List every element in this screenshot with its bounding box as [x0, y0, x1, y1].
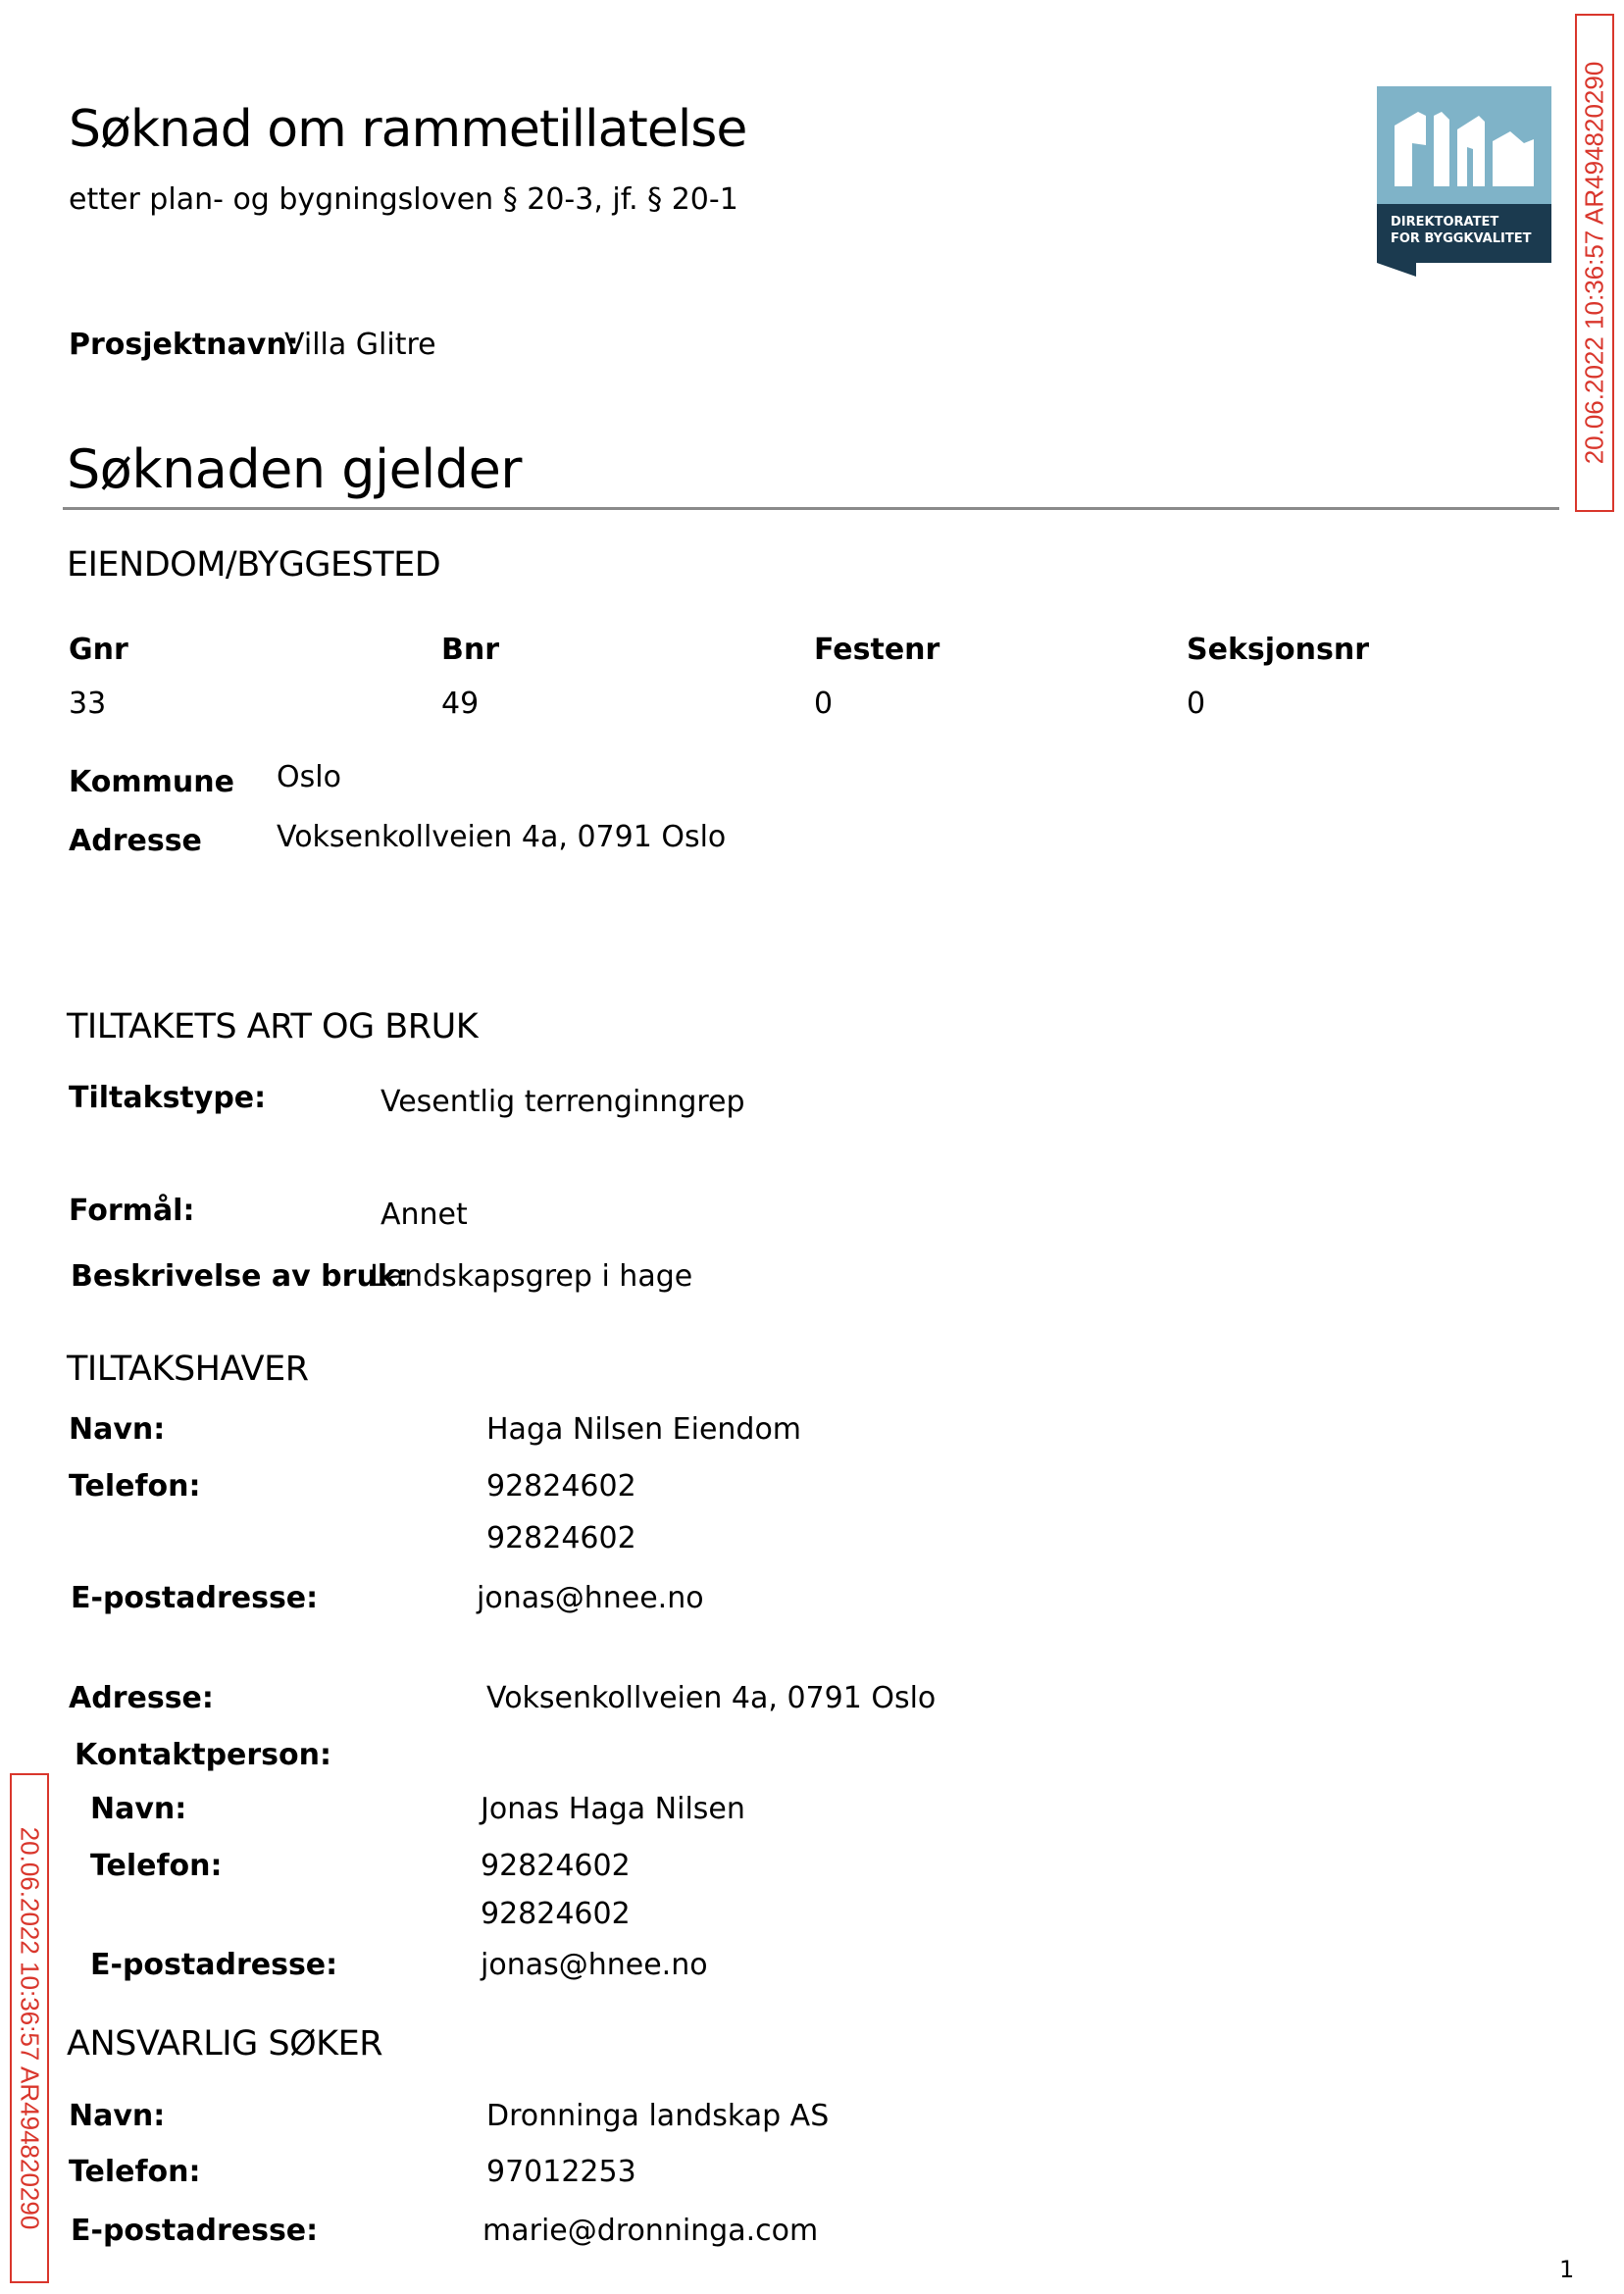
kommune-value: Oslo — [277, 760, 341, 794]
tiltakstype-value: Vesentlig terrenginngrep — [381, 1085, 745, 1119]
seksjonsnr-label: Seksjonsnr — [1187, 633, 1370, 667]
formal-value: Annet — [381, 1198, 468, 1232]
tiltakshaver-navn-value: Haga Nilsen Eiendom — [486, 1412, 802, 1447]
kontakt-navn-value: Jonas Haga Nilsen — [481, 1792, 745, 1826]
stamp-text: 20.06.2022 10:36:57 AR494820290 — [15, 1826, 45, 2230]
page-number: 1 — [1559, 2256, 1575, 2283]
tiltakshaver-adresse-value: Voksenkollveien 4a, 0791 Oslo — [486, 1681, 937, 1715]
dibk-logo-icon — [1377, 86, 1551, 277]
project-name-label: Prosjektnavn: — [69, 328, 299, 362]
project-name-value: Villa Glitre — [284, 328, 436, 362]
ansvarlig-epost-value: marie@dronninga.com — [482, 2214, 819, 2248]
property-heading: EIENDOM/BYGGESTED — [67, 545, 441, 585]
kontakt-epost-label: E-postadresse: — [90, 1948, 338, 1982]
festenr-value: 0 — [814, 687, 834, 721]
kommune-label: Kommune — [69, 765, 234, 799]
kontaktperson-label: Kontaktperson: — [75, 1738, 332, 1772]
kontakt-telefon-value-2: 92824602 — [481, 1897, 631, 1931]
logo-text-line2: FOR BYGGKVALITET — [1391, 231, 1532, 246]
tiltakshaver-telefon-label: Telefon: — [69, 1469, 201, 1504]
section-divider — [63, 507, 1559, 510]
timestamp-stamp-left — [10, 1773, 49, 2283]
adresse-label: Adresse — [69, 824, 202, 858]
ansvarlig-navn-label: Navn: — [69, 2099, 166, 2133]
bruk-label: Beskrivelse av bruk: — [71, 1259, 409, 1294]
tiltak-heading: TILTAKETS ART OG BRUK — [67, 1007, 479, 1046]
adresse-value: Voksenkollveien 4a, 0791 Oslo — [277, 820, 727, 854]
bnr-label: Bnr — [441, 633, 500, 667]
bruk-value: Landskapsgrep i hage — [370, 1259, 693, 1294]
tiltakshaver-heading: TILTAKSHAVER — [67, 1350, 309, 1389]
festenr-label: Festenr — [814, 633, 940, 667]
tiltakshaver-telefon-value-2: 92824602 — [486, 1521, 636, 1555]
document-subtitle: etter plan- og bygningsloven § 20-3, jf. § 20-1 — [69, 182, 738, 217]
timestamp-stamp-right — [1575, 14, 1614, 512]
formal-label: Formål: — [69, 1194, 195, 1228]
kontakt-telefon-value-1: 92824602 — [481, 1849, 631, 1883]
kontakt-telefon-label: Telefon: — [90, 1849, 223, 1883]
ansvarlig-navn-value: Dronninga landskap AS — [486, 2099, 830, 2133]
seksjonsnr-value: 0 — [1187, 687, 1206, 721]
gnr-value: 33 — [69, 687, 107, 721]
tiltakshaver-telefon-value-1: 92824602 — [486, 1469, 636, 1504]
tiltakshaver-epost-label: E-postadresse: — [71, 1581, 319, 1615]
ansvarlig-heading: ANSVARLIG SØKER — [67, 2024, 383, 2064]
kontakt-epost-value: jonas@hnee.no — [481, 1948, 708, 1982]
bnr-value: 49 — [441, 687, 480, 721]
ansvarlig-telefon-value: 97012253 — [486, 2155, 636, 2189]
kontakt-navn-label: Navn: — [90, 1792, 187, 1826]
ansvarlig-telefon-label: Telefon: — [69, 2155, 201, 2189]
gnr-label: Gnr — [69, 633, 128, 667]
stamp-text: 20.06.2022 10:36:57 AR494820290 — [1579, 61, 1609, 465]
tiltakstype-label: Tiltakstype: — [69, 1081, 267, 1115]
section-title: Søknaden gjelder — [67, 438, 522, 500]
ansvarlig-epost-label: E-postadresse: — [71, 2214, 319, 2248]
logo-text-line1: DIREKTORATET — [1391, 215, 1499, 229]
document-title: Søknad om rammetillatelse — [69, 100, 747, 159]
dibk-logo — [1377, 86, 1551, 277]
tiltakshaver-adresse-label: Adresse: — [69, 1681, 214, 1715]
tiltakshaver-epost-value: jonas@hnee.no — [477, 1581, 704, 1615]
tiltakshaver-navn-label: Navn: — [69, 1412, 166, 1447]
